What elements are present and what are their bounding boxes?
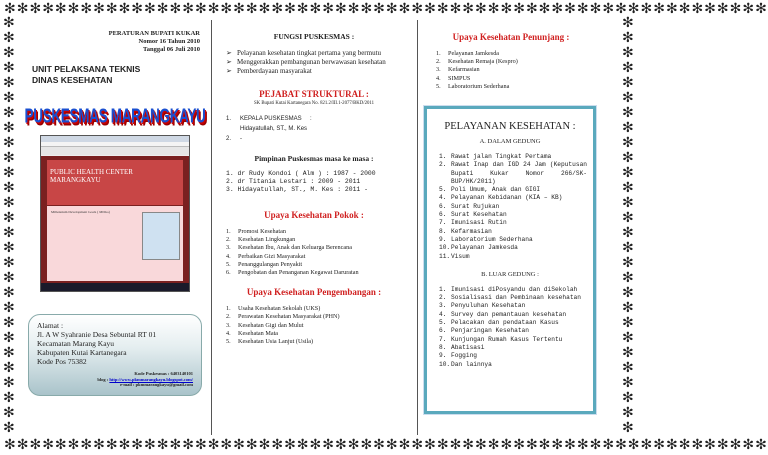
pejabat-list bbox=[226, 114, 412, 144]
fungsi-list bbox=[226, 49, 408, 75]
item-number: 9. bbox=[439, 235, 447, 243]
right-panel bbox=[422, 22, 600, 432]
item-number: 4. bbox=[226, 329, 231, 337]
pimpinan-item bbox=[226, 178, 412, 186]
pelayanan-title: PELAYANAN KESEHATAN : bbox=[444, 121, 576, 132]
dalam-gedung-text: Poli Umum, Anak dan GIGI bbox=[451, 186, 541, 194]
item-number: 4. bbox=[439, 310, 447, 318]
penunjang-item-text: Kesehatan Remaja (Kespro) bbox=[448, 58, 518, 66]
pokok-item-text: Kesehatan Ibu, Anak dan Keluarga Berencana bbox=[238, 244, 352, 252]
luar-gedung-item bbox=[439, 294, 587, 302]
dalam-gedung-item bbox=[439, 236, 587, 244]
pengembangan-item-text: Perawatan Kesehatan Masyarakat (PHN) bbox=[238, 313, 340, 321]
pokok-item-text: Kesehatan Lingkungan bbox=[238, 236, 296, 244]
luar-gedung-item bbox=[439, 311, 587, 319]
dalam-gedung-text: Kefarmasian bbox=[451, 227, 492, 235]
pengembangan-list bbox=[226, 305, 412, 346]
luar-gedung-item-text: Kunjungan Rumah Kasus Tertentu bbox=[451, 335, 563, 343]
item-number: 2. bbox=[439, 161, 447, 169]
pokok-item bbox=[226, 261, 412, 269]
luar-gedung-item bbox=[439, 286, 587, 294]
luar-gedung-item bbox=[439, 344, 587, 352]
item-number: 1. bbox=[226, 305, 231, 313]
pokok-item-text: Pengobatan dan Penanganan Kegawat Daruratan bbox=[238, 269, 359, 277]
arrow-bullet-icon: ➢ bbox=[226, 49, 232, 57]
pokok-title: Upaya Kesehatan Pokok : bbox=[264, 210, 364, 220]
regulation-line: PERATURAN BUPATI KUKAR bbox=[108, 30, 200, 37]
pimpinan-title: Pimpinan Puskesmas masa ke masa : bbox=[254, 154, 374, 163]
arrow-bullet-icon: ➢ bbox=[226, 58, 232, 66]
item-number: 3. bbox=[226, 186, 238, 193]
pengembangan-item bbox=[226, 305, 412, 313]
item-number: 1. bbox=[439, 153, 447, 160]
website-screenshot bbox=[40, 135, 190, 292]
item-number: 6. bbox=[439, 211, 447, 219]
luar-gedung-item-text: Pelacakan dan pendataan Kasus bbox=[451, 319, 559, 327]
fungsi-title: FUNGSI PUSKESMAS : bbox=[273, 32, 355, 41]
puskesmas-code: Kode Puskesmas : 6403140101 bbox=[134, 371, 193, 376]
middle-panel bbox=[216, 22, 412, 432]
dalam-gedung-title: A. DALAM GEDUNG bbox=[479, 138, 541, 145]
luar-gedung-item-text: Penjaringan Kesehatan bbox=[451, 327, 529, 335]
item-number: 2. bbox=[226, 236, 231, 244]
dalam-gedung-item bbox=[439, 244, 587, 252]
item-number: 8. bbox=[439, 227, 447, 235]
pimpinan-item bbox=[226, 186, 412, 194]
item-number: 1. bbox=[226, 170, 238, 177]
column-divider bbox=[417, 20, 418, 435]
pokok-item bbox=[226, 236, 412, 244]
item-number: 4. bbox=[226, 252, 231, 260]
left-panel bbox=[22, 22, 208, 432]
item-number: 5. bbox=[226, 260, 231, 268]
item-number: 1. bbox=[439, 285, 447, 293]
luar-gedung-item bbox=[439, 302, 587, 310]
pokok-item bbox=[226, 269, 412, 277]
blog-page bbox=[41, 156, 189, 283]
dalam-gedung-item bbox=[439, 203, 587, 211]
penunjang-item bbox=[436, 58, 600, 66]
dalam-gedung-item bbox=[439, 194, 587, 202]
fungsi-text: Menggerakkan pembangunan berwawasan kesehatan bbox=[237, 58, 386, 66]
column-divider bbox=[211, 20, 212, 435]
item-number: 10. bbox=[439, 360, 451, 368]
pejabat-name: Hidayatullah, ST., M. Kes bbox=[240, 126, 308, 132]
fungsi-item bbox=[226, 67, 408, 75]
item-number: 10. bbox=[439, 244, 451, 252]
pokok-item-text: Perbaikan Gizi Masyarakat bbox=[238, 252, 306, 260]
pokok-list bbox=[226, 228, 412, 277]
penunjang-item-text: SIMPUS bbox=[448, 74, 471, 82]
blog-header bbox=[47, 160, 183, 205]
pejabat-title: PEJABAT STRUKTURAL : bbox=[259, 89, 369, 99]
unit-line: DINAS KESEHATAN bbox=[32, 75, 113, 85]
blog-body bbox=[47, 206, 183, 281]
luar-gedung-item-text: Imunisasi diPosyandu dan diSekolah bbox=[451, 285, 578, 293]
sk-reference: SK Bupati Kutai Kartanegara No. 821.2/III.1-2077/BKD/2011 bbox=[254, 101, 374, 106]
pimpinan-text: dr Titania Lestari : 2009 - 2011 bbox=[237, 178, 361, 185]
pelayanan-box bbox=[424, 106, 596, 414]
contact-info bbox=[37, 371, 193, 388]
decorative-border-bottom: ✻✻✻✻✻✻✻✻✻✻✻✻✻✻✻✻✻✻✻✻✻✻✻✻✻✻✻✻✻✻✻✻✻✻✻✻✻✻✻✻✻✻✻✻✻✻✻✻✻✻✻✻✻✻✻✻✻✻✻✻ bbox=[4, 437, 768, 453]
dalam-gedung-text: Surat Kesehatan bbox=[451, 211, 507, 219]
item-number: 6. bbox=[226, 269, 231, 277]
item-number: 9. bbox=[439, 352, 447, 360]
pengembangan-title: Upaya Kesehatan Pengembangan : bbox=[246, 287, 382, 298]
pengembangan-item-text: Kesehatan Mata bbox=[238, 329, 279, 337]
puskesmas-logo-text: PUSKESMAS MARANGKAYU bbox=[24, 104, 206, 127]
pengembangan-item bbox=[226, 330, 412, 338]
penunjang-item bbox=[436, 83, 600, 91]
fungsi-item bbox=[226, 49, 408, 57]
dalam-gedung-item bbox=[439, 186, 587, 194]
penunjang-list bbox=[436, 50, 600, 91]
luar-gedung-item bbox=[439, 361, 587, 369]
dalam-gedung-text: Rawat jalan Tingkat Pertama bbox=[451, 153, 552, 160]
item-number: 11. bbox=[439, 252, 451, 260]
separator: : bbox=[310, 116, 312, 122]
luar-gedung-item-text: Sosialisasi dan Pembinaan kesehatan bbox=[451, 294, 581, 302]
pengembangan-item bbox=[226, 338, 412, 346]
dalam-gedung-list bbox=[439, 153, 587, 261]
regulation-line: Nomor 16 Tahun 2010 bbox=[138, 38, 200, 45]
dalam-gedung-item bbox=[439, 211, 587, 219]
address-label: Alamat : bbox=[37, 321, 64, 330]
penunjang-title: Upaya Kesehatan Penunjang : bbox=[452, 32, 570, 42]
luar-gedung-item bbox=[439, 352, 587, 360]
penunjang-item bbox=[436, 50, 600, 58]
item-number: 2. bbox=[226, 136, 232, 142]
pokok-item-text: Promosi Kesehatan bbox=[238, 228, 286, 235]
blog-title: PUBLIC HEALTH CENTER MARANGKAYU bbox=[50, 168, 133, 184]
pengembangan-item bbox=[226, 313, 412, 321]
item-number: 2. bbox=[226, 178, 238, 185]
luar-gedung-item-text: Fogging bbox=[451, 352, 477, 360]
decorative-border-right: ✻✻✻✻✻✻✻✻✻✻✻✻✻✻✻✻✻✻✻✻✻✻✻✻✻✻✻✻ bbox=[622, 15, 634, 436]
item-number: 3. bbox=[226, 244, 231, 252]
pokok-item bbox=[226, 244, 412, 252]
pimpinan-list bbox=[226, 170, 412, 194]
pokok-item-text: Penanggulangan Penyakit bbox=[238, 260, 303, 268]
email: e-mail : pkmmarangkayu@gmail.com bbox=[119, 382, 193, 387]
decorative-border-top: ✻✻✻✻✻✻✻✻✻✻✻✻✻✻✻✻✻✻✻✻✻✻✻✻✻✻✻✻✻✻✻✻✻✻✻✻✻✻✻✻✻✻✻✻✻✻✻✻✻✻✻✻✻✻✻✻✻✻✻✻ bbox=[4, 1, 768, 17]
pimpinan-text: dr Rudy Kondoi ( Alm ) : 1987 - 2000 bbox=[237, 170, 376, 177]
pejabat-role: KEPALA PUSKESMAS bbox=[240, 116, 302, 122]
dalam-gedung-item bbox=[439, 219, 587, 227]
pengembangan-item-text: Kesehatan Usia Lanjut (Usila) bbox=[238, 338, 314, 346]
pokok-item bbox=[226, 253, 412, 261]
item-number: 1. bbox=[226, 116, 232, 122]
pejabat-role: - bbox=[240, 136, 242, 142]
item-number: 6. bbox=[439, 202, 447, 210]
dalam-gedung-text: Laboratorium Sederhana bbox=[451, 235, 533, 243]
penunjang-item-text: Pelayanan Jamkesda bbox=[448, 50, 500, 57]
luar-gedung-title: B. LUAR GEDUNG : bbox=[481, 270, 539, 278]
luar-gedung-item bbox=[439, 327, 587, 335]
taskbar bbox=[41, 283, 189, 291]
item-number: 7. bbox=[439, 335, 447, 343]
unit-line: UNIT PELAKSANA TEKNIS bbox=[32, 64, 141, 74]
dalam-gedung-text: Rawat Inap dan IGD 24 Jam (Keputusan Bupati Kukar Nomor 266/SK-BUP/HK/2011) bbox=[451, 161, 587, 185]
arrow-bullet-icon: ➢ bbox=[226, 67, 232, 75]
item-number: 5. bbox=[226, 338, 231, 346]
dalam-gedung-item bbox=[439, 228, 587, 236]
fungsi-item bbox=[226, 58, 408, 66]
dalam-gedung-text: Pelayanan Jamkesda bbox=[451, 244, 518, 252]
item-number: 3. bbox=[439, 302, 447, 310]
item-number: 6. bbox=[439, 327, 447, 335]
pengembangan-item-text: Kesehatan Gigi dan Mulut bbox=[238, 321, 304, 329]
item-number: 4. bbox=[436, 74, 441, 82]
decorative-border-left: ✻✻✻✻✻✻✻✻✻✻✻✻✻✻✻✻✻✻✻✻✻✻✻✻✻✻✻✻ bbox=[3, 15, 15, 436]
address-line: Kode Pos 75382 bbox=[37, 357, 87, 366]
item-number: 1. bbox=[436, 50, 441, 57]
fungsi-text: Pemberdayaan masyarakat bbox=[237, 67, 312, 75]
luar-gedung-item-text: Survey dan pemantauan kesehatan bbox=[451, 310, 567, 318]
item-number: 5. bbox=[436, 82, 441, 90]
item-number: 3. bbox=[226, 321, 231, 329]
item-number: 2. bbox=[439, 294, 447, 302]
pengembangan-item-text: Usaha Kesehatan Sekolah (UKS) bbox=[238, 305, 321, 313]
regulation-line: Tanggal 06 Juli 2010 bbox=[142, 46, 200, 53]
item-number: 5. bbox=[439, 186, 447, 194]
penunjang-item-text: Laboratorium Sederhana bbox=[448, 82, 510, 90]
luar-gedung-list bbox=[439, 286, 587, 369]
item-number: 1. bbox=[226, 228, 231, 235]
luar-gedung-item-text: Dan lainnya bbox=[451, 360, 492, 368]
pimpinan-text: Hidayatullah, ST., M. Kes : 2011 - bbox=[237, 186, 368, 193]
penunjang-item-text: Kefarmasian bbox=[448, 66, 480, 74]
address-box bbox=[28, 314, 202, 396]
address-line: Kabupaten Kutai Kartanegara bbox=[37, 348, 127, 357]
pengembangan-item bbox=[226, 322, 412, 330]
luar-gedung-item-text: Penyuluhan Kesehatan bbox=[451, 302, 526, 310]
post-title: Millennium Development Goals ( MDGs) bbox=[51, 210, 110, 214]
item-number: 5. bbox=[439, 319, 447, 327]
luar-gedung-item bbox=[439, 336, 587, 344]
item-number: 4. bbox=[439, 194, 447, 202]
item-number: 2. bbox=[436, 58, 441, 66]
fungsi-text: Pelayanan kesehatan tingkat pertama yang bermutu bbox=[237, 49, 382, 57]
unit-title bbox=[32, 64, 208, 86]
regulation-reference bbox=[22, 30, 200, 54]
item-number: 2. bbox=[226, 313, 231, 321]
luar-gedung-item bbox=[439, 319, 587, 327]
dalam-gedung-text: Pelayanan Kebidanan (KIA – KB) bbox=[451, 194, 563, 202]
dalam-gedung-text: Imunisasi Rutin bbox=[451, 219, 507, 227]
pokok-item bbox=[226, 228, 412, 236]
dalam-gedung-text: Visum bbox=[451, 252, 470, 260]
map-image bbox=[142, 212, 180, 260]
dalam-gedung-text: Surat Rujukan bbox=[451, 202, 500, 210]
blog-label: blog : bbox=[97, 376, 110, 382]
dalam-gedung-item bbox=[439, 153, 587, 161]
pimpinan-item bbox=[226, 170, 412, 178]
penunjang-item bbox=[436, 66, 600, 74]
address-line: Jl. A W Syahranie Desa Sebuntal RT 01 bbox=[37, 330, 157, 339]
item-number: 3. bbox=[436, 66, 441, 74]
blog-link[interactable]: http://www.pkmmarangkayu.blogspot.com/ bbox=[109, 376, 193, 382]
luar-gedung-item-text: Abatisasi bbox=[451, 343, 485, 351]
penunjang-item bbox=[436, 75, 600, 83]
item-number: 7. bbox=[439, 219, 447, 227]
item-number: 8. bbox=[439, 343, 447, 351]
browser-toolbar bbox=[41, 147, 189, 155]
dalam-gedung-item bbox=[439, 161, 587, 186]
dalam-gedung-item bbox=[439, 253, 587, 261]
address-line: Kecamatan Marang Kayu bbox=[37, 339, 115, 348]
